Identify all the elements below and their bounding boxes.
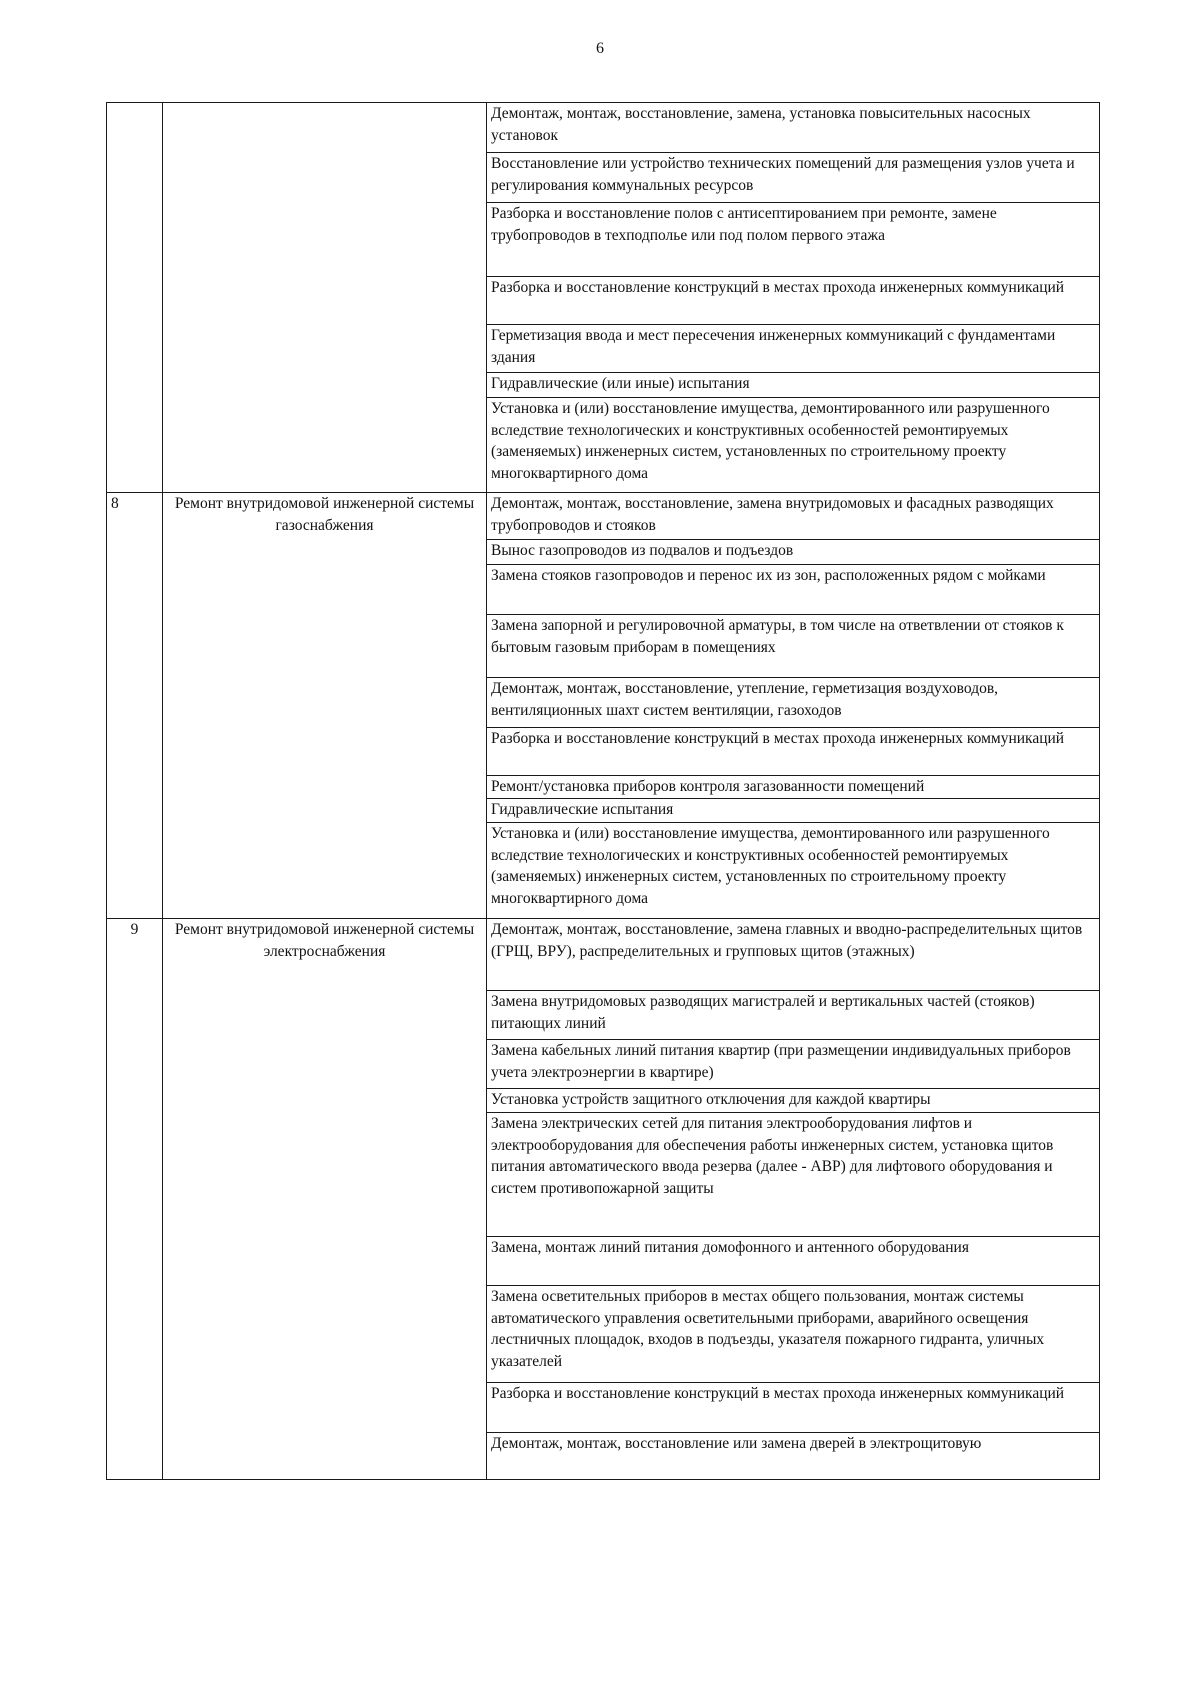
work-item: Замена внутридомовых разводящих магистралей и вертикальных частей (стояков) питающих линий [487, 991, 1100, 1040]
work-item: Ремонт/установка приборов контроля загазованности помещений [487, 776, 1100, 799]
works-table [106, 102, 1100, 1480]
section-number: 9 [107, 919, 163, 1480]
section-name: Ремонт внутридомовой инженерной системы газоснабжения [163, 493, 487, 919]
table-row [107, 103, 1100, 153]
work-item: Гидравлические (или иные) испытания [487, 373, 1100, 398]
work-item: Разборка и восстановление полов с антисептированием при ремонте, замене трубопроводов в техподполье или под полом первого этажа [487, 203, 1100, 277]
work-item: Замена электрических сетей для питания электрооборудования лифтов и электрооборудования для обеспечения работы инженерных систем, установка щитов питания автоматического ввода резерва (далее - АВР) для лифтового оборудования и систем противопожарной защиты [487, 1113, 1100, 1237]
work-item: Демонтаж, монтаж, восстановление, утепление, герметизация воздуховодов, вентиляционных шахт систем вентиляции, газоходов [487, 678, 1100, 728]
work-item: Замена, монтаж линий питания домофонного и антенного оборудования [487, 1237, 1100, 1286]
work-item: Установка и (или) восстановление имущества, демонтированного или разрушенного вследствие технологических и конструктивных особенностей ремонтируемых (заменяемых) инженерных систем, установленных по строительному проекту многоквартирного дома [487, 823, 1100, 919]
work-item: Восстановление или устройство технических помещений для размещения узлов учета и регулирования коммунальных ресурсов [487, 153, 1100, 203]
work-item: Разборка и восстановление конструкций в местах прохода инженерных коммуникаций [487, 1383, 1100, 1433]
work-item: Замена запорной и регулировочной арматуры, в том числе на ответвлении от стояков к бытовым газовым приборам в помещениях [487, 615, 1100, 678]
work-item: Разборка и восстановление конструкций в местах прохода инженерных коммуникаций [487, 728, 1100, 776]
work-item: Демонтаж, монтаж, восстановление, замена главных и вводно-распределительных щитов (ГРЩ, ВРУ), распределительных и групповых щитов (этажных) [487, 919, 1100, 991]
section-name [163, 103, 487, 493]
page-number: 6 [596, 40, 604, 57]
table-row [107, 919, 1100, 991]
section-number: 8 [107, 493, 163, 919]
work-item: Вынос газопроводов из подвалов и подъездов [487, 540, 1100, 565]
work-item: Разборка и восстановление конструкций в местах прохода инженерных коммуникаций [487, 277, 1100, 325]
works-table-body [107, 103, 1100, 1480]
work-item: Демонтаж, монтаж, восстановление, замена, установка повысительных насосных установок [487, 103, 1100, 153]
table-row [107, 493, 1100, 540]
section-number [107, 103, 163, 493]
work-item: Гидравлические испытания [487, 799, 1100, 823]
work-item: Герметизация ввода и мест пересечения инженерных коммуникаций с фундаментами здания [487, 325, 1100, 373]
section-name: Ремонт внутридомовой инженерной системы электроснабжения [163, 919, 487, 1480]
work-item: Установка и (или) восстановление имущества, демонтированного или разрушенного вследствие технологических и конструктивных особенностей ремонтируемых (заменяемых) инженерных систем, установленных по строительному проекту многоквартирного дома [487, 398, 1100, 493]
work-item: Замена кабельных линий питания квартир (при размещении индивидуальных приборов учета электроэнергии в квартире) [487, 1040, 1100, 1089]
work-item: Демонтаж, монтаж, восстановление или замена дверей в электрощитовую [487, 1433, 1100, 1480]
work-item: Демонтаж, монтаж, восстановление, замена внутридомовых и фасадных разводящих трубопроводов и стояков [487, 493, 1100, 540]
work-item: Замена осветительных приборов в местах общего пользования, монтаж системы автоматического управления осветительными приборами, аварийного освещения лестничных площадок, входов в подъезды, указателя пожарного гидранта, уличных указателей [487, 1286, 1100, 1383]
work-item: Замена стояков газопроводов и перенос их из зон, расположенных рядом с мойками [487, 565, 1100, 615]
work-item: Установка устройств защитного отключения для каждой квартиры [487, 1089, 1100, 1113]
